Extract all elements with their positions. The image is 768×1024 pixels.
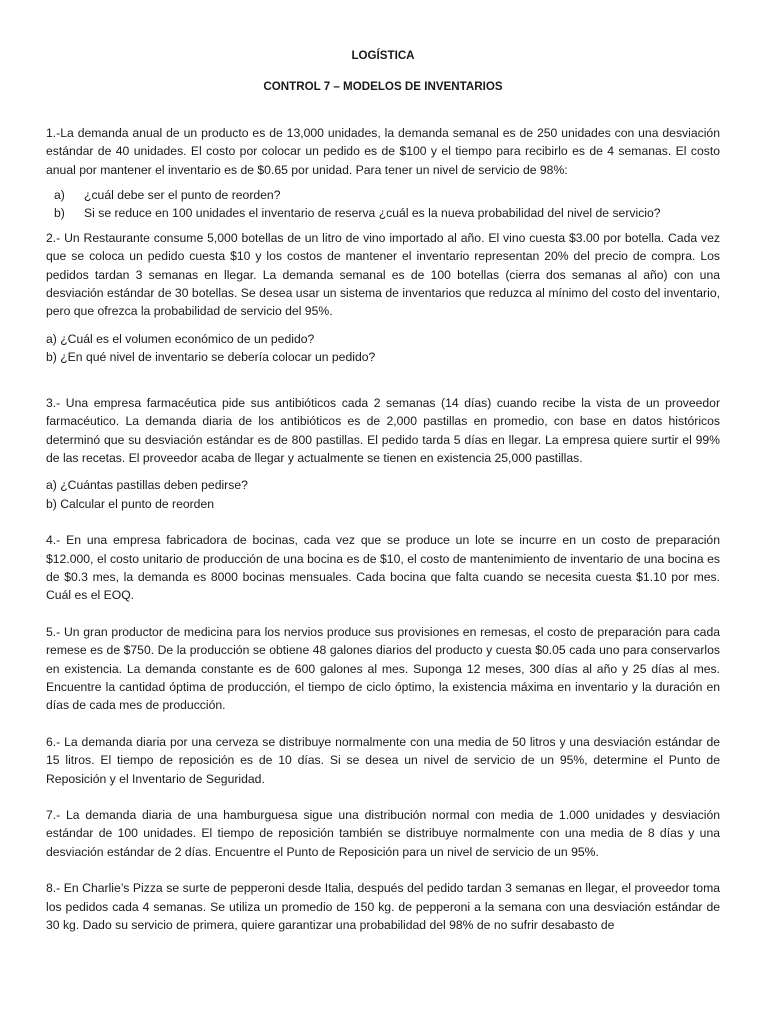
problem-4 [46, 531, 720, 605]
problem-2 [46, 229, 720, 367]
problem-8 [46, 879, 720, 934]
document-title: LOGÍSTICA [351, 49, 415, 62]
question-item [46, 186, 720, 204]
question-text: a) ¿Cuál es el volumen económico de un pedido? [46, 331, 315, 346]
problem-5 [46, 623, 720, 715]
question-text: ¿cuál debe ser el punto de reorden? [84, 188, 281, 203]
question-text: Si se reduce en 100 unidades el inventario de reserva ¿cuál es la nueva probabilidad del nivel de servicio? [84, 206, 661, 221]
document-subtitle: CONTROL 7 – MODELOS DE INVENTARIOS [263, 80, 503, 94]
question-item [46, 204, 720, 222]
problem-text: 4.- En una empresa fabricadora de bocinas, cada vez que se produce un lote se incurre en un costo de preparación $12.000, el costo unitario de producción de una bocina es de $10, el costo de mantenimiento de inventario de una bocina es de $0.3 mes, la demanda es 8000 bocinas mensuales. Cada bocina que falta cuando se necesita cuesta $1.10 por mes. Cuál es el EOQ. [46, 533, 720, 603]
problem-1 [46, 124, 720, 223]
question-text: b) Calcular el punto de reorden [46, 496, 215, 511]
problem-text: 2.- Un Restaurante consume 5,000 botellas de un litro de vino importado al año. El vino cuesta $3.00 por botella. Cada vez que se coloca un pedido cuesta $10 y los costos de mantener el inventario representan 20% del precio de compra. Los pedidos tardan 3 semanas en llegar. La demanda semanal es de 100 botellas (cierra dos semanas al año) con una desviación estándar de 30 botellas. Se desea usar un sistema de inventarios que reduzca al mínimo del costo del inventario, pero que ofrezca la probabilidad de servicio del 95%. [46, 230, 720, 319]
question-label: b) [54, 206, 65, 221]
problem-list [46, 124, 720, 935]
problem-text: 7.- La demanda diaria de una hamburguesa sigue una distribución normal con media de 1.000 unidades y desviación estándar de 100 unidades. El tiempo de reposición también se distribuye normalmente con una media de 8 días y una desviación estándar de 2 días. Encuentre el Punto de Reposición para un nivel de servicio de un 95%. [46, 808, 720, 859]
problem-text: 8.- En Charlie’s Pizza se surte de pepperoni desde Italia, después del pedido tardan 3 semanas en llegar, el proveedor toma los pedidos cada 4 semanas. Se utiliza un promedio de 150 kg. de pepperoni a la semana con una desviación estándar de 30 kg. Dado su servicio de primera, quiere garantizar una probabilidad del 98% de no sufrir desabasto de [46, 881, 720, 933]
question-list [46, 330, 720, 367]
problem-6 [46, 733, 720, 788]
problem-text: 5.- Un gran productor de medicina para los nervios produce sus provisiones en remesas, el costo de preparación para cada remese es de $750. De la producción se obtiene 48 galones diarios del producto y cuesta $0.05 cada uno para conservarlos en existencia. La demanda constante es de 600 galones al mes. Suponga 12 meses, 300 días al año y 25 días al mes. Encuentre la cantidad óptima de producción, el tiempo de ciclo óptimo, la existencia máxima en inventario y la duración en días de cada mes de producción. [46, 624, 720, 713]
problem-7 [46, 806, 720, 861]
problem-text: 3.- Una empresa farmacéutica pide sus antibióticos cada 2 semanas (14 días) cuando recibe la vista de un proveedor farmacéutico. La demanda diaria de los antibióticos es de 2,000 pastillas en promedio, con base en datos históricos determinó que su desviación estándar es de 800 pastillas. El pedido tarda 5 días en llegar. La empresa quiere surtir el 99% de las recetas. El proveedor acaba de llegar y actualmente se tienen en existencia 25,000 pastillas. [46, 395, 720, 465]
question-label: a) [54, 188, 65, 203]
problem-text: 6.- La demanda diaria por una cerveza se distribuye normalmente con una media de 50 litros y una desviación estándar de 15 litros. El tiempo de reposición es de 10 días. Si se desea un nivel de servicio de un 95%, determine el Punto de Reposición y el Inventario de Seguridad. [46, 734, 720, 786]
question-list [46, 186, 720, 223]
question-text: b) ¿En qué nivel de inventario se debería colocar un pedido? [46, 350, 376, 365]
question-list [46, 476, 720, 513]
problem-text: 1.-La demanda anual de un producto es de 13,000 unidades, la demanda semanal es de 250 unidades con una desviación estándar de 40 unidades. El costo por colocar un pedido es de $100 y el tiempo para recibirlo es de 4 semanas. El costo anual por mantener el inventario es de $0.65 por unidad. Para tener un nivel de servicio de 98%: [46, 125, 720, 177]
question-text: a) ¿Cuántas pastillas deben pedirse? [46, 478, 248, 493]
problem-3 [46, 394, 720, 513]
